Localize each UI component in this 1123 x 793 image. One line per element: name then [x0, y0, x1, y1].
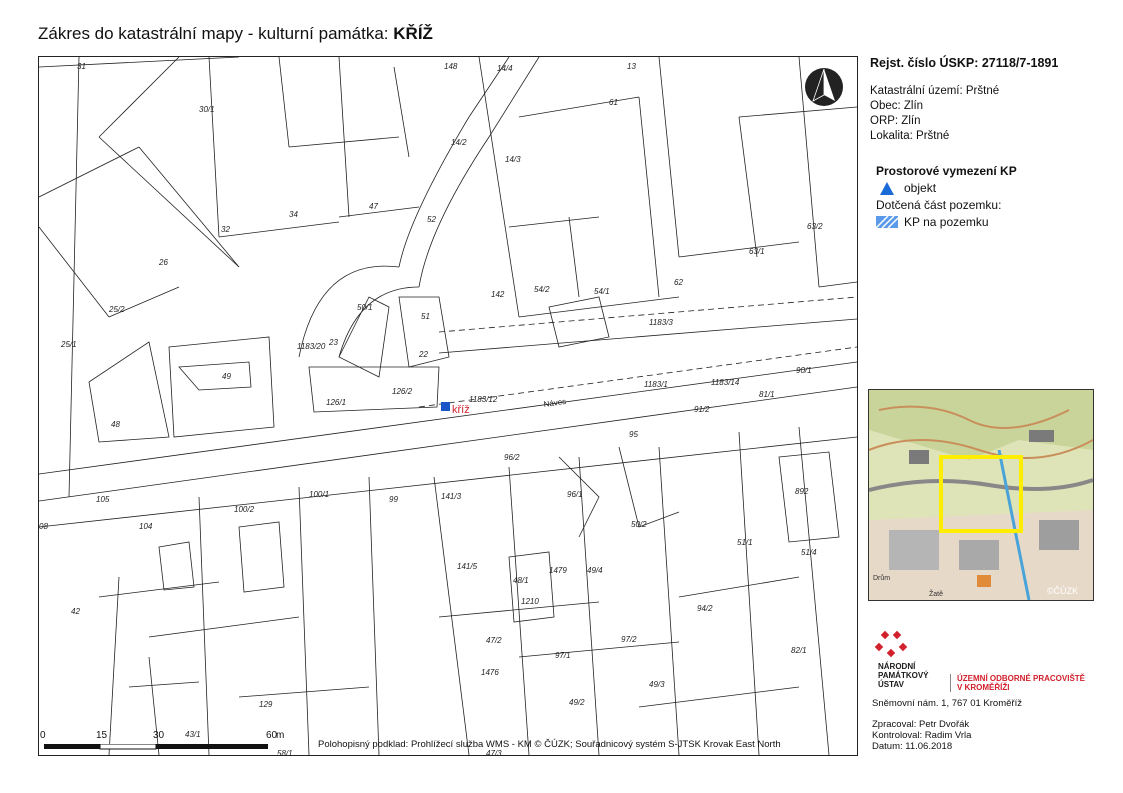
parcel-label: 104: [139, 522, 153, 531]
npu-office-line-2: V KROMĚŘÍŽI: [957, 683, 1010, 692]
parcel-label: 50/1: [357, 303, 373, 312]
source-note: Polohopisný podklad: Prohlížecí služba WMS - KM © ČÚZK; Souřadnicový systém S-JTSK Krovak East North: [318, 739, 781, 750]
cadastral-map[interactable]: [38, 56, 858, 756]
parcel-label: 99: [389, 495, 398, 504]
parcel-label: 95: [629, 430, 638, 439]
parcel-label: 96/1: [567, 490, 583, 499]
parcel-label: 148: [444, 62, 458, 71]
parcel-label: 142: [491, 290, 505, 299]
parcel-label: 90/1: [796, 366, 812, 375]
scale-tick-60: 60: [266, 730, 278, 741]
parcel-label: 96/2: [504, 453, 520, 462]
map-title: [38, 24, 433, 44]
legend-kp-row: [876, 215, 1110, 229]
registry-number: Rejst. číslo ÚSKP: 27118/7-1891: [870, 56, 1059, 70]
parcel-label: 58/1: [277, 749, 293, 755]
parcel-label: 51/4: [801, 548, 817, 557]
parcel-label: 47/2: [486, 636, 502, 645]
locality: Lokalita: Prštné: [870, 130, 950, 142]
parcel-label: 1479: [549, 566, 567, 575]
parcel-label: 23: [329, 338, 338, 347]
parcel-label: 22: [419, 350, 428, 359]
parcel-labels: [39, 62, 823, 755]
parcel-label: 1183/14: [711, 378, 740, 387]
title-monument-name: KŘÍŽ: [393, 24, 433, 43]
parcel-label: 63/2: [807, 222, 823, 231]
parcel-label: 48/1: [513, 576, 529, 585]
scale-tick-15: 15: [96, 730, 108, 741]
npu-name: [878, 662, 929, 689]
monument-label: kříž: [452, 404, 470, 416]
parcel-label: 61: [609, 98, 618, 107]
parcel-label: 49: [222, 372, 231, 381]
parcel-label: 81/1: [759, 390, 775, 399]
parcel-label: 105: [96, 495, 110, 504]
parcel-label: 25/1: [61, 340, 77, 349]
parcel-label: 32: [221, 225, 230, 234]
parcel-label: 49/4: [587, 566, 603, 575]
parcel-label: 62: [674, 278, 683, 287]
orp: ORP: Zlín: [870, 115, 921, 127]
parcel-label: 51: [421, 312, 430, 321]
parcel-label: 141/5: [457, 562, 478, 571]
parcel-label: 14/4: [497, 64, 513, 73]
legend-title: Prostorové vymezení KP: [876, 164, 1017, 178]
legend-object-label: objekt: [904, 181, 937, 195]
parcel-label: 126/1: [326, 398, 347, 407]
street-label: Náves: [543, 396, 567, 409]
office-address: Sněmovní nám. 1, 767 01 Kroměříž: [872, 698, 1022, 709]
parcel-label: 141/3: [441, 492, 462, 501]
parcel-label: 14/2: [451, 138, 467, 147]
parcel-label: 47: [369, 202, 378, 211]
parcel-label: 25/2: [109, 305, 125, 314]
parcel-label: 13: [627, 62, 636, 71]
parcel-label: 51/1: [737, 538, 753, 547]
parcel-label: 49/3: [649, 680, 665, 689]
parcel-label: 30/1: [199, 105, 215, 114]
parcel-label: 1183/12: [469, 395, 498, 404]
npu-line-3: ÚSTAV: [878, 680, 904, 689]
parcel-label: 34: [289, 210, 298, 219]
cadastral-area: Katastrální území: Prštné: [870, 85, 1000, 97]
scale-bar: [40, 730, 300, 754]
overview-place-label-1: Drům: [873, 575, 891, 582]
parcel-label: 63/1: [749, 247, 765, 256]
credits: [872, 719, 971, 752]
scale-tick-0: 0: [40, 730, 46, 741]
parcel-label: 100/2: [234, 505, 255, 514]
municipality: Obec: Zlín: [870, 100, 924, 112]
overview-place-label-2: Žatě: [929, 591, 944, 598]
overview-credit: ©ČÚZK: [1047, 586, 1079, 596]
parcel-label: 1183/1: [644, 380, 668, 389]
parcel-label: 97/2: [621, 635, 637, 644]
npu-office-line-1: ÚZEMNÍ ODBORNÉ PRACOVIŠTĚ: [957, 674, 1086, 683]
parcel-label: 892: [795, 487, 809, 496]
npu-logo: [868, 630, 1108, 700]
title-prefix: Zákres do katastrální mapy - kulturní památka:: [38, 24, 389, 43]
parcel-label: 26: [159, 258, 168, 267]
info-panel: [870, 56, 1110, 229]
parcel-label: 94/2: [697, 604, 713, 613]
npu-line-1: NÁRODNÍ: [878, 662, 916, 671]
parcel-label: 91/2: [694, 405, 710, 414]
parcel-label: 52: [427, 215, 436, 224]
legend-object-row: [876, 181, 1110, 195]
parcel-label: 31: [77, 62, 86, 71]
checked-by: Kontroloval: Radim Vrla: [872, 730, 972, 741]
parcel-label: 1476: [481, 668, 499, 677]
parcel-label: 1183/3: [649, 318, 673, 327]
parcel-label: 82/1: [791, 646, 807, 655]
scale-unit: m: [276, 730, 285, 741]
npu-logo-icon: [874, 630, 914, 660]
hatch-swatch-icon: [876, 215, 898, 229]
north-arrow-icon: [805, 68, 843, 106]
parcel-label: 1183/20: [297, 342, 326, 351]
scale-bar-graphic: [44, 744, 284, 750]
parcel-label: 54/1: [594, 287, 610, 296]
date: Datum: 11.06.2018: [872, 741, 953, 752]
legend-affected-label: Dotčená část pozemku:: [876, 198, 1002, 212]
npu-office: [950, 674, 1085, 692]
processed-by: Zpracoval: Petr Dvořák: [872, 719, 970, 730]
parcel-label: 100/1: [309, 490, 330, 499]
parcel-label: 14/3: [505, 155, 521, 164]
parcel-label: 48: [111, 420, 120, 429]
parcel-label: 08: [39, 522, 48, 531]
legend-kp-label: KP na pozemku: [904, 215, 989, 229]
parcel-label: 49/2: [569, 698, 585, 707]
scale-tick-30: 30: [153, 730, 165, 741]
parcel-label: 50/2: [631, 520, 647, 529]
parcel-label: 47/3: [486, 749, 502, 755]
parcel-label: 126/2: [392, 387, 413, 396]
monument-marker[interactable]: [441, 402, 450, 411]
triangle-icon: [876, 181, 898, 195]
overview-map[interactable]: [868, 389, 1094, 601]
location-info: [870, 84, 1110, 144]
parcel-label: 43/1: [185, 730, 201, 739]
parcel-label: 54/2: [534, 285, 550, 294]
parcel-label: 42: [71, 607, 80, 616]
npu-line-2: PAMÁTKOVÝ: [878, 671, 929, 680]
parcel-label: 129: [259, 700, 273, 709]
parcel-label: 1210: [521, 597, 539, 606]
parcel-label: 97/1: [555, 651, 571, 660]
